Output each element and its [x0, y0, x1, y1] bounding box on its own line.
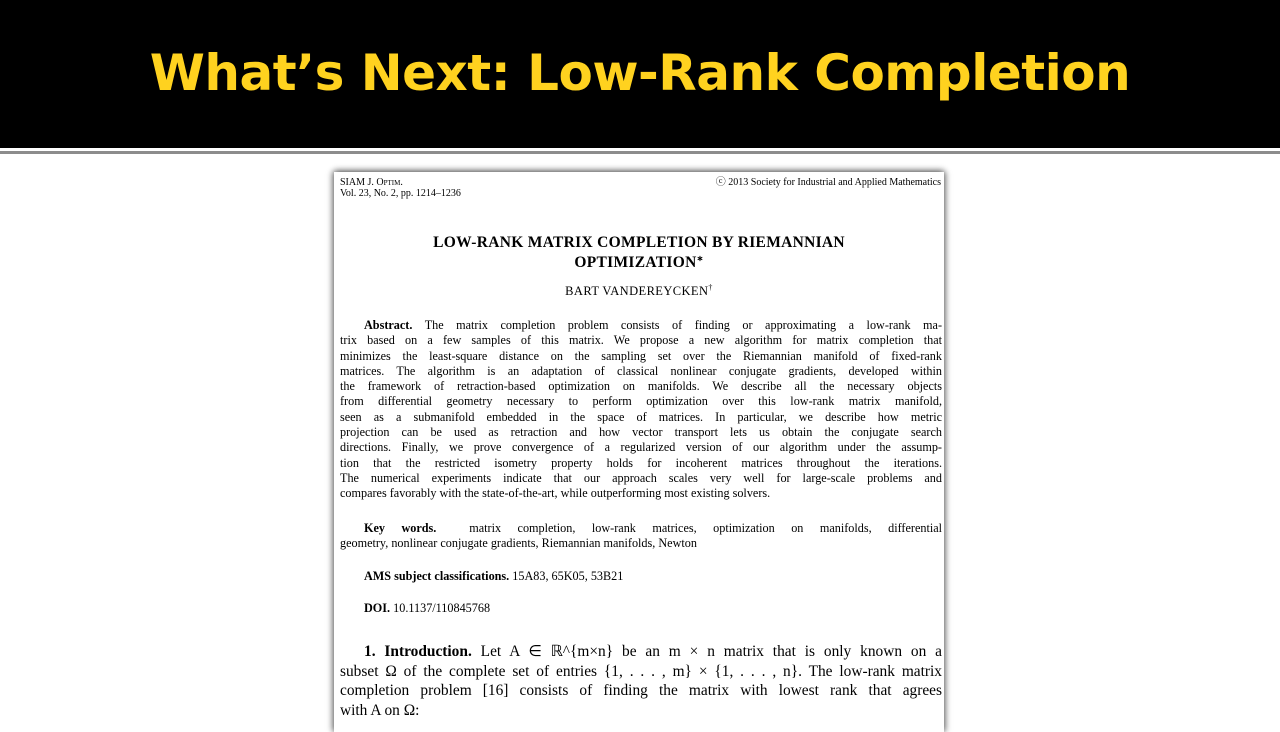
paper-title-line1: LOW-RANK MATRIX COMPLETION BY RIEMANNIAN — [433, 234, 845, 251]
abstract-line: projection can be used as retraction and how vector transport lets us obtain the conjugate search — [340, 425, 942, 440]
abstract-line: compares favorably with the state-of-the-art, while outperforming most existing solvers. — [340, 486, 771, 501]
doi — [364, 601, 490, 616]
keywords-line2: geometry, nonlinear conjugate gradients, Riemannian manifolds, Newton — [340, 536, 697, 551]
abstract-line: from differential geometry necessary to perform optimization over this low-rank matrix manifold, — [340, 394, 942, 409]
ams-value: 15A83, 65K05, 53B21 — [512, 569, 624, 583]
doi-label: DOI. — [364, 601, 391, 615]
abstract-line: directions. Finally, we prove convergence of a regularized version of our algorithm under the assump- — [340, 440, 942, 455]
abstract-line: tion that the restricted isometry property holds for incoherent matrices throughout the iterations. — [340, 455, 942, 470]
paper-title-line2: OPTIMIZATION — [574, 254, 697, 271]
copyright-notice: ⓒ 2013 Society for Industrial and Applied Mathematics — [715, 177, 941, 188]
abstract-line: the framework of retraction-based optimization on manifolds. We describe all the necessary objects — [340, 379, 942, 394]
ams-classifications — [364, 569, 623, 584]
keywords — [340, 521, 942, 552]
abstract-label: Abstract. — [364, 318, 413, 332]
abstract-line: minimizes the least-square distance on the sampling set over the Riemannian manifold of fixed-rank — [340, 348, 942, 363]
abstract-line: The numerical experiments indicate that our approach scales very well for large-scale problems and — [340, 470, 942, 485]
intro-heading: 1. Introduction. — [364, 643, 472, 660]
slide-title: What’s Next: Low-Rank Completion — [149, 44, 1131, 102]
paper-author — [334, 284, 944, 299]
abstract-line: Abstract. The matrix completion problem consists of finding or approximating a low-rank ma- — [364, 318, 943, 332]
journal-name: SIAM J. Optim. — [340, 177, 403, 188]
title-footnote-mark: ∗ — [696, 253, 704, 263]
intro-line4: with A on Ω: — [340, 701, 420, 719]
paper-page — [334, 172, 944, 732]
introduction — [340, 642, 942, 720]
author-name: BART VANDEREYCKEN — [565, 284, 709, 298]
abstract — [340, 318, 942, 502]
journal-volume: Vol. 23, No. 2, pp. 1214–1236 — [340, 188, 461, 199]
journal-header — [340, 177, 461, 199]
abstract-line: seen as a submanifold embedded in the space of matrices. In particular, we describe how metric — [340, 409, 942, 424]
intro-line2: subset Ω of the complete set of entries {1, . . . , m} × {1, . . . , n}. The low-rank matrix — [340, 662, 942, 680]
ams-label: AMS subject classifications. — [364, 569, 510, 583]
keywords-line1: matrix completion, low-rank matrices, optimization on manifolds, differential — [469, 521, 943, 535]
keywords-label: Key words. — [364, 521, 437, 535]
intro-line3: completion problem [16] consists of finding the matrix with lowest rank that agrees — [340, 682, 942, 699]
doi-value: 10.1137/110845768 — [393, 601, 491, 615]
author-footnote-mark: † — [708, 282, 713, 292]
abstract-line: matrices. The algorithm is an adaptation of classical nonlinear conjugate gradients, developed within — [340, 363, 942, 378]
title-divider-bottom — [0, 151, 1280, 154]
intro-line1: Let A ∈ ℝ^{m×n} be an m × n matrix that is only known on a — [480, 643, 942, 660]
abstract-line: trix based on a few samples of this matrix. We propose a new algorithm for matrix completion that — [340, 333, 942, 348]
paper-title — [334, 233, 944, 273]
